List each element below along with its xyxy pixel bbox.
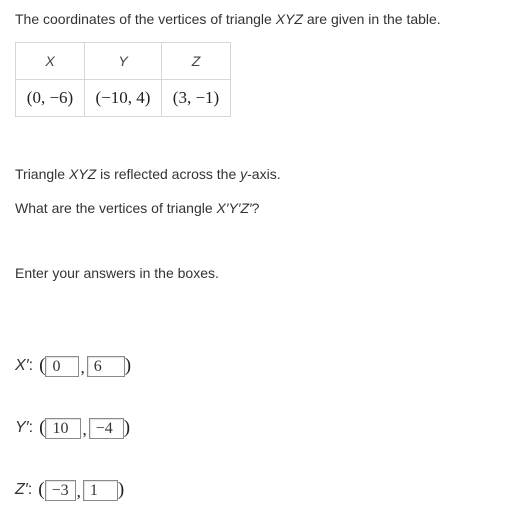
answer-label-x: X′ (15, 357, 29, 374)
close-paren: ) (117, 479, 125, 500)
answer-label-y: Y′ (15, 419, 29, 436)
intro-prefix: The coordinates of the vertices of triangle (15, 11, 276, 27)
reflection-suffix: -axis. (247, 166, 281, 182)
reflection-text (15, 165, 281, 183)
header-z: Z (162, 43, 231, 80)
open-paren: ( (39, 355, 46, 376)
reflection-triangle-name: XYZ (68, 166, 97, 182)
comma: , (76, 482, 81, 501)
value-y: (−10, 4) (85, 80, 162, 117)
comma: , (82, 420, 87, 439)
triangle-name: XYZ (275, 11, 303, 27)
header-y: Y (85, 43, 162, 80)
table-header-row (16, 43, 231, 80)
intro-suffix: are given in the table. (302, 11, 441, 27)
answer-input-y-coordinate[interactable]: 6 (87, 356, 125, 377)
value-x: (0, −6) (16, 80, 85, 117)
question-suffix: ? (251, 200, 260, 216)
answer-input-y-coordinate[interactable]: 1 (83, 480, 118, 501)
answer-input-x-coordinate[interactable]: −3 (45, 480, 76, 501)
image-triangle-name: X′Y′Z′ (216, 200, 252, 216)
intro-text (15, 10, 441, 28)
open-paren: ( (38, 479, 45, 500)
reflection-prefix: Triangle (15, 166, 69, 182)
answer-row-x (15, 354, 131, 378)
axis-variable: y (240, 166, 248, 182)
answer-input-x-coordinate[interactable]: 0 (45, 356, 79, 377)
close-paren: ) (124, 355, 132, 376)
answer-colon: : (27, 481, 33, 498)
answer-row-z (15, 478, 124, 502)
instruction-text: Enter your answers in the boxes. (15, 265, 219, 281)
open-paren: ( (39, 417, 46, 438)
comma: , (80, 358, 85, 377)
header-x: X (16, 43, 85, 80)
answer-input-y-coordinate[interactable]: −4 (89, 418, 124, 439)
answer-input-x-coordinate[interactable]: 10 (45, 418, 81, 439)
question-prefix: What are the vertices of triangle (15, 200, 217, 216)
value-z: (3, −1) (162, 80, 231, 117)
answer-colon: : (28, 419, 34, 436)
answer-colon: : (28, 357, 34, 374)
answer-row-y (15, 416, 130, 440)
close-paren: ) (123, 417, 131, 438)
reflection-middle: is reflected across the (96, 166, 241, 182)
table-row (16, 80, 231, 117)
vertices-table (15, 42, 231, 117)
question-text (15, 199, 259, 217)
answer-label-z: Z′ (15, 481, 28, 498)
